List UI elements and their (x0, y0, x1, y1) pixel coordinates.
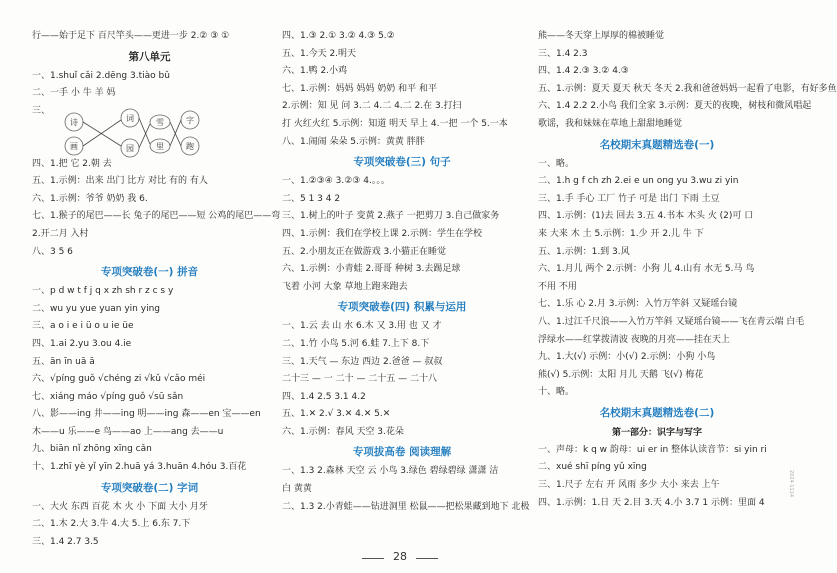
answer-line: 二、1.木 2.大 3.牛 4.大 5.上 6.东 7.下 (32, 519, 191, 530)
answer-line: 五、2.小朋友正在做游戏 3.小猫正在睡觉 (282, 246, 447, 257)
answer-line: 三、1.尺子 左右 开 风雨 多少 大小 来去 上午 (538, 480, 720, 491)
answer-line: 一、声母：k q w 韵母：ui er in 整体认读音节：si yin ri (538, 444, 767, 455)
answer-line: 2.开二月 入村 (32, 228, 89, 239)
answer-line: 一、1.②③④ 3.②③ 4.。。。 (282, 176, 390, 187)
answer-line: 木——u 乐——e 鸟——ao 上——ang 去——u (32, 426, 224, 437)
matching-diagram (60, 110, 210, 158)
answer-line: 五、1.✕ 2.√ 3.✕ 4.✕ 5.✕ (282, 409, 391, 420)
side-code: 2024·1114 (788, 470, 794, 498)
answer-line: 2.示例：知 见 问 3.二 4.二 4.二 2.在 3.打扫 (282, 101, 462, 112)
answer-line: 七、1.乐 心 2.月 3.示例：入竹万竿斜 又疑瑶台镜 (538, 299, 738, 310)
answer-line: 二、1.竹 小鸟 5.河 6.蛙 7.上下 8.下 (282, 338, 430, 349)
answer-line: 行——始于足下 百尺竿头——更进一步 2.② ③ ① (32, 31, 230, 41)
answer-line: 二、wu yu yue yuan yin ying (32, 303, 160, 314)
answer-line: 九、1.大(√) 示例：小(√) 2.示例：小狗 小鸟 (538, 352, 716, 363)
answer-line: 浮绿水——红掌拨清波 夜晚的月亮——挂在天上 (538, 334, 730, 345)
section-heading-special3: 专项突破卷(三) 句子 (353, 156, 451, 169)
answer-line: 八、1.闹闹 朵朵 5.示例：黄黄 胖胖 (282, 136, 425, 147)
answer-line: 一、1.云 去 山 水 6.木 又 3.用 也 又 才 (282, 321, 442, 332)
match-label: 画 (70, 142, 78, 151)
answer-line: 飞着 小河 大象 草地上跑来跑去 (282, 281, 408, 292)
section-heading-special4: 专项突破卷(四) 积累与运用 (337, 301, 467, 314)
answer-line: 六、1.示例：春风 天空 3.花朵 (282, 426, 404, 437)
answer-line: 四、1.示例：(1)去 回去 3.五 4.书本 木头 火 (2)可 口 (538, 211, 754, 222)
answer-line: 二十三 — 一 二十 — 二十五 — 二十八 (282, 374, 438, 385)
match-label: 词 (126, 114, 134, 123)
answer-line: 歌谣，我和妹妹在草地上甜甜地睡觉 (538, 118, 683, 129)
answer-line: 二、5 1 3 4 2 (282, 193, 341, 204)
answer-line: 十、略。 (538, 387, 575, 398)
match-line (139, 118, 150, 144)
answer-line: 七、1.示例：妈妈 妈妈 奶奶 和平 和平 (282, 83, 438, 94)
answer-line: 打 火红火红 5.示例：知道 明天 早上 4.一把 一个 5.一本 (282, 118, 508, 129)
answer-line: 熊——冬天穿上厚厚的棉被睡觉 (538, 31, 665, 41)
answer-line: 十、1.zhī yè yǐ yīn 2.huā yá 3.huān 4.hóu 3.百花 (32, 462, 247, 473)
answer-line: 六、1.示例：爷爷 奶奶 我 6. (32, 193, 148, 204)
answer-line: 四、1.示例：我们在学校上课 2.示例：学生在学校 (282, 228, 483, 239)
page-number: 28 (393, 550, 407, 563)
answer-line: 九、biān nǐ zhōng xīng cǎn (32, 444, 152, 455)
section-heading-advanced: 专项拔高卷 阅读理解 (352, 446, 452, 459)
match-label: 园 (126, 144, 134, 153)
section-heading-unit8: 第八单元 (128, 50, 171, 63)
answer-line: 四、1.ai 2.yu 3.ou 4.ie (32, 338, 132, 349)
answer-line: 一、略。 (538, 158, 575, 169)
answer-line: 五、ān īn uā ā (32, 356, 95, 367)
answer-line: 五、1.示例：1.到 3.风 (538, 246, 630, 257)
answer-line: 三、1.手 手心 工厂 竹子 可是 出门 下雨 土豆 (538, 193, 720, 204)
column-middle (282, 28, 530, 516)
subsection-heading: 第一部分：识字与写字 (611, 427, 702, 438)
answer-line: 一、大火 东西 百花 木 火 小 下面 大小 月牙 (32, 501, 208, 512)
section-heading-special2: 专项突破卷(二) 字词 (100, 481, 199, 494)
match-label: 里 (156, 142, 164, 151)
answer-line: 一、p d w t f j q x zh sh r z c s y (32, 286, 174, 297)
match-line (139, 124, 150, 148)
answer-line: 七、1.猴子的尾巴——长 兔子的尾巴——短 公鸡的尾巴——弯 (32, 211, 281, 222)
answer-line: 四、1.4 2.③ 3.② 4.③ (538, 66, 629, 77)
answer-line: 三、1.天气 — 东边 西边 2.爸爸 — 叔叔 (282, 356, 443, 367)
section-heading-final2: 名校期末真题精选卷(二) (599, 406, 715, 419)
answer-line: 四、1.4 2.5 3.1 4.2 (282, 391, 366, 402)
answer-line: 白 黄黄 (282, 484, 312, 495)
answer-line: 七、xiáng máo √píng guǒ √sū sǎn (32, 391, 184, 402)
answer-line: 四、1.把 它 2.朝 去 (32, 158, 112, 169)
answer-line: 二、1.3 2.小青蛙——钻进洞里 松鼠——把松果藏到地下 北极 (282, 501, 530, 512)
answer-line: 熊(√) 5.示例：太阳 月儿 天鹅 飞(√) 梅花 (538, 369, 704, 380)
answer-line: 一、1.3 2.森林 天空 云 小鸟 3.绿色 碧绿碧绿 潇潇 洁 (282, 466, 499, 477)
match-label: 字 (186, 116, 194, 125)
answer-line: 一、1.shuǐ cǎi 2.dēng 3.tiào bǔ (32, 70, 170, 81)
answer-line: 不用 不用 (538, 281, 577, 292)
answer-line: 五、1.示例：夏天 夏天 秋天 冬天 2.我和爸爸妈妈一起看了电影，有好多鱼 (538, 83, 837, 94)
answer-line: 六、1.月儿 两个 2.示例：小狗 儿 4.山有 水无 5.马 鸟 (538, 264, 755, 275)
answer-line: 八、影——ing 井——ing 明——ing 森——en 宝——en (32, 409, 261, 420)
answer-line: 来 大来 木 土 5.示例：1.少 开 2.儿 牛 下 (538, 228, 704, 239)
answer-line: 三、a o i e i ü o u ie üe (32, 321, 134, 332)
answer-line: 二、xué shī píng yǔ xīng (538, 462, 647, 473)
answer-line: 六、1.4 2.2 2.小鸟 我们全家 3.示例：夏天的夜晚，树枝和微风唱起 (538, 101, 812, 112)
answer-line: 六、1.示例：小青蛙 2.哥哥 种树 3.去踢足球 (282, 264, 461, 275)
match-label: 跑 (186, 142, 194, 151)
column-left (32, 28, 281, 551)
answer-line: 四、1.示例：1.日 天 2.目 3.天 4.小 3.7 1 示例：里面 4 (538, 497, 765, 508)
answer-line: 八、3 5 6 (32, 246, 73, 257)
answer-line: 六、√píng guǒ √chéng zi √kǔ √cǎo méi (32, 374, 206, 385)
answer-line: 二、一手 小 牛 羊 妈 (32, 88, 116, 99)
section-heading-final1: 名校期末真题精选卷(一) (599, 138, 715, 151)
match-label: 诗 (70, 118, 78, 127)
answer-line: 六、1.鸭 2.小鸡 (282, 66, 348, 77)
answer-line: 三、1.4 2.3 (538, 48, 588, 59)
answer-line: 三、 (32, 105, 51, 116)
answer-line: 二、1.h g f ch zh 2.ei e un ong yu 3.wu zi yin (538, 176, 739, 187)
match-label: 雪 (156, 118, 164, 127)
answer-line: 五、1.今天 2.明天 (282, 48, 357, 59)
section-heading-special1: 专项突破卷(一) 拼音 (100, 266, 199, 279)
answer-line: 八、1.过江千尺浪——入竹万竿斜 又疑瑶台镜——飞在青云端 白毛 (538, 316, 805, 327)
answer-line: 三、1.树上的叶子 变黄 2.燕子 一把剪刀 3.自己做家务 (282, 211, 500, 222)
answer-line: 四、1.③ 2.① 3.② 4.③ 5.② (282, 31, 395, 41)
answer-line: 五、1.示例：出来 出门 比方 对比 有的 有人 (32, 176, 208, 187)
page-number-rule-right (416, 558, 438, 559)
answer-line: 三、1.4 2.7 3.5 (32, 536, 99, 547)
